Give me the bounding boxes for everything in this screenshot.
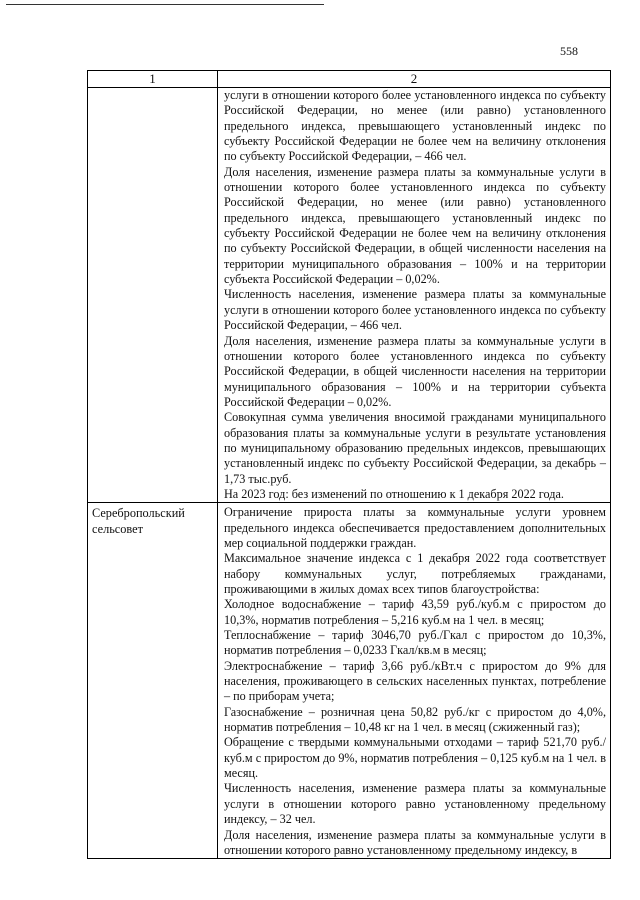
header-col-2: 2: [218, 71, 611, 88]
header-col-1: 1: [88, 71, 218, 88]
paragraph: Электроснабжение – тариф 3,66 руб./кВт.ч с приростом до 9% для населения, проживающего в сельских населенных пунктах, потребление – по приборам учета;: [224, 658, 606, 704]
paragraph: Доля населения, изменение размера платы за коммунальные услуги в отношении которого более установленного индекса по субъекту Российской Федерации, но менее (или равно) установленного предельного индекса, превышающего установленный индекс по субъекту Российской Федерации не более чем на величину отклонения по субъекту Российской Федерации, в общей численности населения на территории муниципального образования – 100% и на территории субъекта Российской Федерации – 0,02%.: [224, 164, 606, 287]
paragraph: Доля населения, изменение размера платы за коммунальные услуги в отношении которого равно установленному предельному индексу, в: [224, 827, 606, 857]
row-name-cell: [88, 88, 218, 503]
row-text-cell: [218, 503, 611, 859]
paragraph: Ограничение прироста платы за коммунальные услуги уровнем предельного индекса обеспечивается предоставлением дополнительных мер социальной поддержки граждан.: [224, 505, 606, 550]
paragraph: Численность населения, изменение размера платы за коммунальные услуги в отношении которого более установленного индекса по субъекту Российской Федерации, – 466 чел.: [224, 287, 606, 333]
paragraph: Максимальное значение индекса с 1 декабря 2022 года соответствует набору коммунальных услуг, потребляемых гражданами, проживающими в жилых домах всех типов благоустройства:: [224, 551, 606, 596]
row-text-cell: [218, 88, 611, 503]
paragraph: услуги в отношении которого более установленного индекса по субъекту Российской Федерации, но менее (или равно) установленного предельного индекса, превышающего установленный индекс по субъекту Российской Федерации не более чем на величину отклонения по субъекту Российской Федерации, – 466 чел.: [224, 88, 606, 164]
paragraph: На 2023 год: без изменений по отношению к 1 декабря 2022 года.: [224, 486, 564, 501]
table-row: [88, 503, 611, 859]
paragraph: Холодное водоснабжение – тариф 43,59 руб./куб.м с приростом до 10,3%, норматив потребления – 5,216 куб.м на 1 чел. в месяц;: [224, 597, 606, 627]
table-header-row: [88, 71, 611, 88]
page-number: 558: [560, 44, 578, 58]
document-table: [87, 70, 611, 859]
row-name-cell: Серебропольский сельсовет: [88, 503, 218, 859]
paragraph: Теплоснабжение – тариф 3046,70 руб./Гкал с приростом до 10,3%, норматив потребления – 0,0233 Гкал/кв.м в месяц;: [224, 628, 606, 658]
paragraph: Обращение с твердыми коммунальными отходами – тариф 521,70 руб./куб.м с приростом до 9%, норматив потребления – 0,125 куб.м на 1 чел. в месяц.: [224, 735, 606, 781]
paragraph: Совокупная сумма увеличения вносимой гражданами муниципального образования платы за коммунальные услуги в результате установления по муниципальному образованию предельных индексов, превышающих установленный индекс по субъекту Российской Федерации, за декабрь – 1,73 тыс.руб.: [224, 410, 606, 486]
paragraph: Численность населения, изменение размера платы за коммунальные услуги в отношении которого равно установленному предельному индексу, – 32 чел.: [224, 781, 606, 827]
top-rule: [6, 4, 324, 5]
paragraph: Доля населения, изменение размера платы за коммунальные услуги в отношении которого более установленного индекса по субъекту Российской Федерации, в общей численности населения на территории муниципального образования – 100% и на территории субъекта Российской Федерации – 0,02%.: [224, 333, 606, 409]
paragraph: Газоснабжение – розничная цена 50,82 руб./кг с приростом до 4,0%, норматив потребления – 10,48 кг на 1 чел. в месяц (сжиженный газ);: [224, 704, 606, 735]
table-row: [88, 88, 611, 503]
